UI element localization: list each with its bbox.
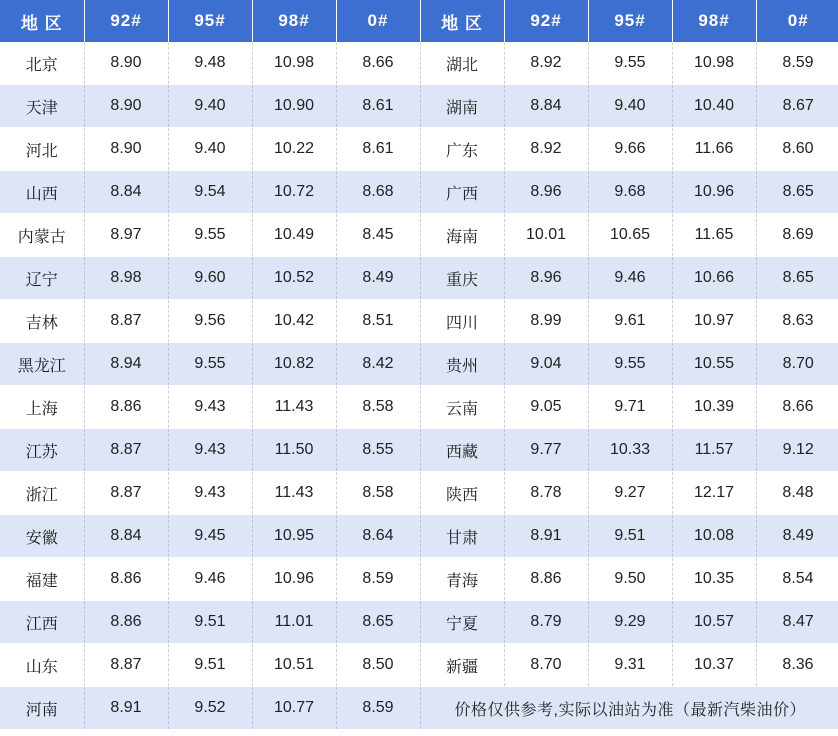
region-name-left: 江西 <box>0 601 84 644</box>
price-98-left: 10.95 <box>252 515 336 558</box>
table-row <box>0 171 838 214</box>
region-name-left: 吉林 <box>0 300 84 343</box>
price-0-right: 8.67 <box>756 85 838 128</box>
price-0-right: 8.63 <box>756 300 838 343</box>
price-98-right: 11.66 <box>672 128 756 171</box>
price-92-right: 8.91 <box>504 515 588 558</box>
price-0-right: 8.60 <box>756 128 838 171</box>
table-row <box>0 85 838 128</box>
region-name-right: 陕西 <box>420 472 504 515</box>
price-98-left: 11.43 <box>252 472 336 515</box>
price-98-left: 10.52 <box>252 257 336 300</box>
table-row <box>0 343 838 386</box>
price-98-left: 10.22 <box>252 128 336 171</box>
price-95-left: 9.60 <box>168 257 252 300</box>
price-98-left: 10.82 <box>252 343 336 386</box>
column-header-region-right: 地 区 <box>420 0 504 42</box>
price-92-right: 8.70 <box>504 644 588 687</box>
price-98-right: 10.57 <box>672 601 756 644</box>
price-98-left: 10.72 <box>252 171 336 214</box>
price-0-right: 8.36 <box>756 644 838 687</box>
region-name-right: 海南 <box>420 214 504 257</box>
price-0-left: 8.42 <box>336 343 420 386</box>
price-95-right: 9.46 <box>588 257 672 300</box>
price-92-right: 8.84 <box>504 85 588 128</box>
price-98-right: 10.55 <box>672 343 756 386</box>
price-92-right: 8.99 <box>504 300 588 343</box>
price-95-left: 9.55 <box>168 214 252 257</box>
table-row <box>0 257 838 300</box>
price-95-left: 9.45 <box>168 515 252 558</box>
price-0-left: 8.58 <box>336 386 420 429</box>
price-0-right: 8.70 <box>756 343 838 386</box>
region-name-right: 重庆 <box>420 257 504 300</box>
price-0-left: 8.45 <box>336 214 420 257</box>
price-92-right: 10.01 <box>504 214 588 257</box>
price-92-right: 8.92 <box>504 128 588 171</box>
price-0-right: 8.65 <box>756 257 838 300</box>
region-name-right: 新疆 <box>420 644 504 687</box>
price-0-left: 8.50 <box>336 644 420 687</box>
region-name-right: 宁夏 <box>420 601 504 644</box>
table-row <box>0 472 838 515</box>
price-0-left: 8.66 <box>336 42 420 85</box>
price-98-left: 10.90 <box>252 85 336 128</box>
table-row <box>0 128 838 171</box>
price-95-left: 9.51 <box>168 644 252 687</box>
region-name-left: 浙江 <box>0 472 84 515</box>
region-name-right: 西藏 <box>420 429 504 472</box>
price-95-left: 9.43 <box>168 472 252 515</box>
price-92-left: 8.87 <box>84 644 168 687</box>
table-row <box>0 558 838 601</box>
region-name-left: 北京 <box>0 42 84 85</box>
price-98-right: 10.66 <box>672 257 756 300</box>
price-92-left: 8.90 <box>84 85 168 128</box>
price-95-right: 9.27 <box>588 472 672 515</box>
price-92-left: 8.86 <box>84 601 168 644</box>
region-name-left: 福建 <box>0 558 84 601</box>
region-name-left: 山西 <box>0 171 84 214</box>
price-98-left: 10.98 <box>252 42 336 85</box>
price-95-right: 9.51 <box>588 515 672 558</box>
table-body <box>0 42 838 730</box>
table-row-last <box>0 687 838 730</box>
table-header <box>0 0 838 42</box>
region-name-left: 黑龙江 <box>0 343 84 386</box>
price-95-right: 9.40 <box>588 85 672 128</box>
price-92-right: 8.92 <box>504 42 588 85</box>
price-92-right: 8.96 <box>504 171 588 214</box>
price-0-right: 8.69 <box>756 214 838 257</box>
price-92-left: 8.84 <box>84 171 168 214</box>
price-92-left: 8.84 <box>84 515 168 558</box>
price-0-left: 8.59 <box>336 558 420 601</box>
price-0-right: 8.49 <box>756 515 838 558</box>
price-95-left: 9.52 <box>168 687 252 730</box>
price-92-left: 8.87 <box>84 472 168 515</box>
price-92-right: 8.79 <box>504 601 588 644</box>
table-row <box>0 644 838 687</box>
region-name-right: 湖北 <box>420 42 504 85</box>
price-95-right: 9.31 <box>588 644 672 687</box>
region-name-right: 贵州 <box>420 343 504 386</box>
region-name-right: 云南 <box>420 386 504 429</box>
price-98-left: 11.01 <box>252 601 336 644</box>
price-95-left: 9.55 <box>168 343 252 386</box>
price-95-right: 10.33 <box>588 429 672 472</box>
price-0-left: 8.61 <box>336 128 420 171</box>
price-95-right: 9.55 <box>588 42 672 85</box>
price-0-right: 8.48 <box>756 472 838 515</box>
price-98-left: 10.77 <box>252 687 336 730</box>
price-92-left: 8.98 <box>84 257 168 300</box>
region-name-left: 河南 <box>0 687 84 730</box>
table-row <box>0 515 838 558</box>
region-name-right: 广东 <box>420 128 504 171</box>
column-header-92-left: 92# <box>84 0 168 42</box>
price-98-left: 11.50 <box>252 429 336 472</box>
price-98-right: 11.57 <box>672 429 756 472</box>
price-95-left: 9.46 <box>168 558 252 601</box>
price-0-left: 8.55 <box>336 429 420 472</box>
price-92-right: 9.04 <box>504 343 588 386</box>
price-95-left: 9.54 <box>168 171 252 214</box>
price-98-right: 10.96 <box>672 171 756 214</box>
price-0-right: 9.12 <box>756 429 838 472</box>
price-95-right: 9.66 <box>588 128 672 171</box>
table-row <box>0 429 838 472</box>
column-header-98-right: 98# <box>672 0 756 42</box>
region-name-left: 天津 <box>0 85 84 128</box>
price-98-left: 10.51 <box>252 644 336 687</box>
price-95-right: 9.71 <box>588 386 672 429</box>
region-name-right: 四川 <box>420 300 504 343</box>
price-0-left: 8.49 <box>336 257 420 300</box>
price-98-right: 10.39 <box>672 386 756 429</box>
price-92-left: 8.94 <box>84 343 168 386</box>
region-name-right: 湖南 <box>420 85 504 128</box>
price-95-right: 10.65 <box>588 214 672 257</box>
table-row <box>0 300 838 343</box>
price-92-left: 8.90 <box>84 128 168 171</box>
price-0-right: 8.47 <box>756 601 838 644</box>
price-0-right: 8.66 <box>756 386 838 429</box>
disclaimer-note: 价格仅供参考,实际以油站为准（最新汽柴油价） <box>420 687 838 730</box>
price-95-left: 9.43 <box>168 386 252 429</box>
price-0-right: 8.65 <box>756 171 838 214</box>
price-92-left: 8.91 <box>84 687 168 730</box>
price-92-left: 8.87 <box>84 429 168 472</box>
price-98-left: 11.43 <box>252 386 336 429</box>
price-95-right: 9.68 <box>588 171 672 214</box>
table-row <box>0 601 838 644</box>
region-name-left: 安徽 <box>0 515 84 558</box>
price-95-left: 9.51 <box>168 601 252 644</box>
price-98-right: 10.40 <box>672 85 756 128</box>
region-name-left: 上海 <box>0 386 84 429</box>
price-92-right: 9.77 <box>504 429 588 472</box>
price-95-right: 9.50 <box>588 558 672 601</box>
table-row <box>0 214 838 257</box>
column-header-95-right: 95# <box>588 0 672 42</box>
price-98-right: 11.65 <box>672 214 756 257</box>
price-98-left: 10.49 <box>252 214 336 257</box>
column-header-95-left: 95# <box>168 0 252 42</box>
column-header-98-left: 98# <box>252 0 336 42</box>
table-row <box>0 42 838 85</box>
price-95-left: 9.56 <box>168 300 252 343</box>
price-92-left: 8.87 <box>84 300 168 343</box>
price-98-left: 10.96 <box>252 558 336 601</box>
region-name-left: 河北 <box>0 128 84 171</box>
price-0-left: 8.64 <box>336 515 420 558</box>
table-row <box>0 386 838 429</box>
price-0-left: 8.68 <box>336 171 420 214</box>
price-95-left: 9.40 <box>168 85 252 128</box>
price-95-left: 9.48 <box>168 42 252 85</box>
price-98-right: 10.97 <box>672 300 756 343</box>
price-0-left: 8.61 <box>336 85 420 128</box>
price-0-right: 8.54 <box>756 558 838 601</box>
price-95-right: 9.29 <box>588 601 672 644</box>
price-0-right: 8.59 <box>756 42 838 85</box>
price-95-right: 9.55 <box>588 343 672 386</box>
column-header-0-left: 0# <box>336 0 420 42</box>
header-row <box>0 0 838 42</box>
price-92-left: 8.86 <box>84 386 168 429</box>
region-name-left: 山东 <box>0 644 84 687</box>
price-95-left: 9.40 <box>168 128 252 171</box>
price-92-right: 8.96 <box>504 257 588 300</box>
price-92-left: 8.86 <box>84 558 168 601</box>
price-0-left: 8.51 <box>336 300 420 343</box>
price-98-right: 10.37 <box>672 644 756 687</box>
price-98-right: 10.08 <box>672 515 756 558</box>
region-name-left: 内蒙古 <box>0 214 84 257</box>
price-0-left: 8.59 <box>336 687 420 730</box>
price-0-left: 8.58 <box>336 472 420 515</box>
region-name-left: 江苏 <box>0 429 84 472</box>
price-98-right: 12.17 <box>672 472 756 515</box>
region-name-right: 甘肃 <box>420 515 504 558</box>
price-95-left: 9.43 <box>168 429 252 472</box>
price-95-right: 9.61 <box>588 300 672 343</box>
price-92-right: 8.78 <box>504 472 588 515</box>
price-0-left: 8.65 <box>336 601 420 644</box>
column-header-92-right: 92# <box>504 0 588 42</box>
price-98-left: 10.42 <box>252 300 336 343</box>
column-header-region-left: 地 区 <box>0 0 84 42</box>
price-92-right: 9.05 <box>504 386 588 429</box>
price-98-right: 10.35 <box>672 558 756 601</box>
region-name-right: 青海 <box>420 558 504 601</box>
price-92-left: 8.97 <box>84 214 168 257</box>
region-name-left: 辽宁 <box>0 257 84 300</box>
price-98-right: 10.98 <box>672 42 756 85</box>
column-header-0-right: 0# <box>756 0 838 42</box>
price-92-left: 8.90 <box>84 42 168 85</box>
price-92-right: 8.86 <box>504 558 588 601</box>
region-name-right: 广西 <box>420 171 504 214</box>
